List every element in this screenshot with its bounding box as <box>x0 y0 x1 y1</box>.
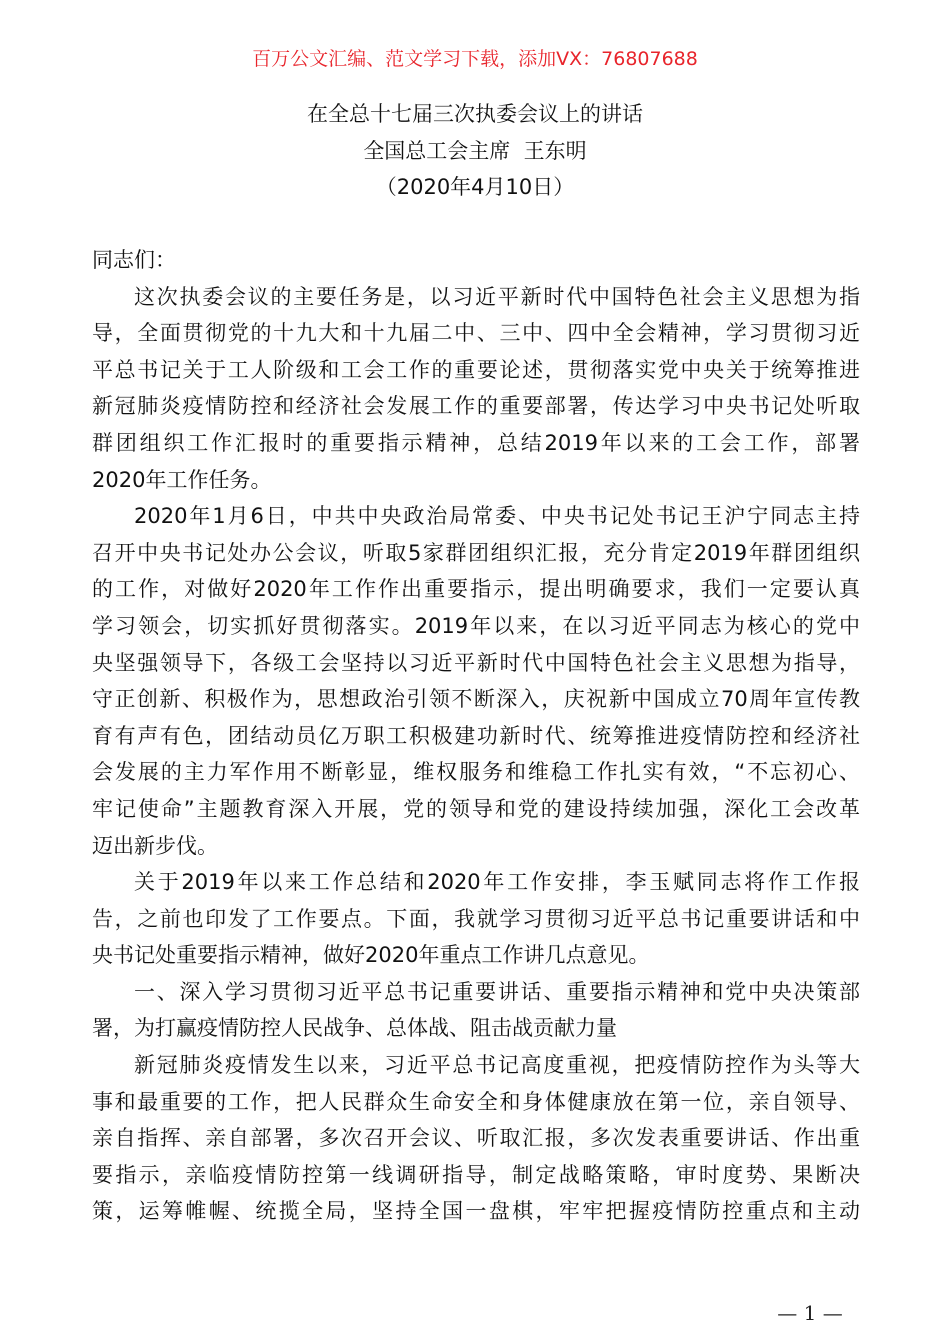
paragraph-line: 迈出新步伐。 <box>92 833 218 858</box>
paragraph-line: 这次执委会议的主要任务是，以习近平新时代中国特色社会主义思想为指 <box>134 284 860 309</box>
paragraph-line: 学习领会，切实抓好贯彻落实。2019年以来，在以习近平同志为核心的党中 <box>92 613 860 638</box>
paragraph-line: 亲自指挥、亲自部署，多次召开会议、听取汇报，多次发表重要讲话、作出重 <box>92 1126 860 1151</box>
paragraph-line: 新冠肺炎疫情防控和经济社会发展工作的重要部署，传达学习中央书记处听取 <box>92 394 860 419</box>
paragraph-line: 央坚强领导下，各级工会坚持以习近平新时代中国特色社会主义思想为指导， <box>92 650 860 675</box>
paragraph-line: 的工作，对做好2020年工作作出重要指示，提出明确要求，我们一定要认真 <box>92 577 860 602</box>
paragraph-line: 央书记处重要指示精神，做好2020年重点工作讲几点意见。 <box>92 943 650 968</box>
paragraph-line: 会发展的主力军作用不断彰显，维权服务和维稳工作扎实有效，“不忘初心、 <box>92 760 860 785</box>
paragraph-line: 策，运筹帷幄、统揽全局，坚持全国一盘棋，牢牢把握疫情防控重点和主动 <box>92 1199 860 1224</box>
paragraph-line: 守正创新、积极作为，思想政治引领不断深入，庆祝新中国成立70周年宣传教 <box>92 687 860 712</box>
speaker-line: 全国总工会主席 王东明 <box>363 138 587 163</box>
watermark-banner: 百万公文汇编、范文学习下载，添加VX：76807688 <box>252 48 698 70</box>
paragraph-line: 2020年1月6日，中共中央政治局常委、中央书记处书记王沪宁同志主持 <box>134 504 860 529</box>
paragraph-line: 牢记使命”主题教育深入开展，党的领导和党的建设持续加强，深化工会改革 <box>92 796 860 821</box>
speech-title: 在全总十七届三次执委会议上的讲话 <box>307 102 643 126</box>
heading-line: 署，为打赢疫情防控人民战争、总体战、阻击战贡献力量 <box>92 1016 617 1041</box>
page-number: — 1 — <box>777 1301 843 1325</box>
paragraph-line: 要指示，亲临疫情防控第一线调研指导，制定战略策略，审时度势、果断决 <box>92 1162 860 1187</box>
paragraph-1 <box>92 279 860 499</box>
heading-line: 一、深入学习贯彻习近平总书记重要讲话、重要指示精神和党中央决策部 <box>134 979 860 1004</box>
speech-date: （2020年4月10日） <box>375 175 575 199</box>
document-body <box>92 242 860 1230</box>
paragraph-line: 事和最重要的工作，把人民群众生命安全和身体健康放在第一位，亲自领导、 <box>92 1089 860 1114</box>
paragraph-line: 告，之前也印发了工作要点。下面，我就学习贯彻习近平总书记重要讲话和中 <box>92 906 860 931</box>
paragraph-line: 平总书记关于工人阶级和工会工作的重要论述，贯彻落实党中央关于统筹推进 <box>92 357 860 382</box>
salutation: 同志们： <box>92 248 176 272</box>
section-heading-1 <box>92 974 860 1047</box>
document-header <box>0 96 950 206</box>
paragraph-2 <box>92 498 860 864</box>
paragraph-line: 导，全面贯彻党的十九大和十九届二中、三中、四中全会精神，学习贯彻习近 <box>92 321 860 346</box>
paragraph-line: 关于2019年以来工作总结和2020年工作安排，李玉赋同志将作工作报 <box>134 870 860 895</box>
paragraph-line: 群团组织工作汇报时的重要指示精神，总结2019年以来的工会工作，部署 <box>92 430 860 455</box>
paragraph-line: 育有声有色，团结动员亿万职工积极建功新时代、统筹推进疫情防控和经济社 <box>92 723 860 748</box>
paragraph-line: 2020年工作任务。 <box>92 467 272 492</box>
paragraph-line: 新冠肺炎疫情发生以来，习近平总书记高度重视，把疫情防控作为头等大 <box>134 1053 860 1078</box>
paragraph-5 <box>92 1047 860 1230</box>
paragraph-line: 召开中央书记处办公会议，听取5家群团组织汇报，充分肯定2019年群团组织 <box>92 540 860 565</box>
paragraph-3 <box>92 864 860 974</box>
